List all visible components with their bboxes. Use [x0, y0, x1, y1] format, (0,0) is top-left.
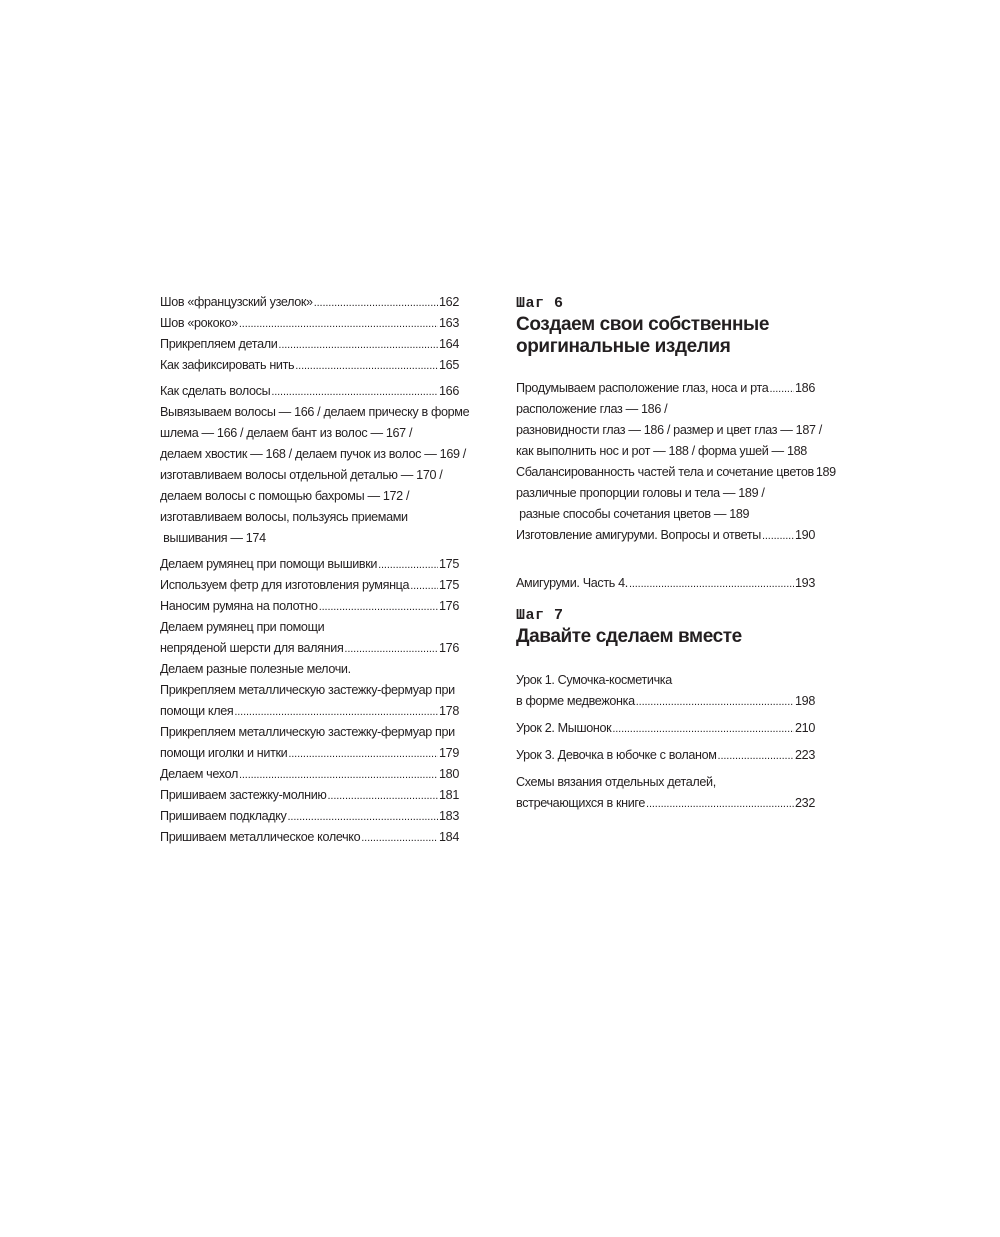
- toc-entry-title: Пришиваем металлическое колечко: [160, 830, 361, 844]
- dot-leader: [239, 764, 438, 786]
- toc-entry-title: Делаем чехол: [160, 767, 238, 781]
- dot-leader: [410, 575, 438, 597]
- toc-entry-page: 193: [795, 576, 815, 590]
- toc-entry-page: 178: [439, 704, 459, 718]
- dot-leader: [344, 638, 438, 660]
- toc-entry-title: помощи иголки и нитки: [160, 746, 288, 760]
- toc-entry-page: 198: [795, 694, 815, 708]
- toc-entry-page: 232: [795, 796, 815, 810]
- toc-group-hair: [160, 381, 470, 549]
- toc-entry[interactable]: [160, 701, 459, 722]
- toc-entry-title: в форме медвежонка: [516, 694, 635, 708]
- toc-entry-page: 176: [439, 641, 459, 655]
- toc-entry-title: непряденой шерсти для валяния: [160, 641, 344, 655]
- toc-entry[interactable]: [160, 554, 459, 575]
- toc-entry-first-line: Прикрепляем металлическую застежку-фермуар при: [160, 683, 455, 697]
- toc-entry-page: 179: [439, 746, 459, 760]
- toc-subentry-line: разные способы сочетания цветов — 189: [516, 507, 750, 521]
- toc-entry-first-line: Урок 1. Сумочка-косметичка: [516, 673, 672, 687]
- toc-entry-title: Шов «рококо»: [160, 316, 238, 330]
- dot-leader: [278, 334, 438, 356]
- dot-leader: [295, 355, 438, 377]
- dot-leader: [314, 292, 438, 314]
- step7-heading: [516, 606, 815, 648]
- toc-subentry-line: изготавливаем волосы, пользуясь приемами: [160, 510, 408, 524]
- step6-heading: [516, 294, 815, 358]
- toc-subentry-line: различные пропорции головы и тела — 189 /: [516, 486, 765, 500]
- toc-entry-title: Изготовление амигуруми. Вопросы и ответы: [516, 528, 761, 542]
- toc-entry-title: Пришиваем застежку-молнию: [160, 788, 327, 802]
- toc-subentry-line: как выполнить нос и рот — 188 / форма ушей — 188: [516, 444, 807, 458]
- toc-entry[interactable]: [160, 334, 459, 355]
- toc-entry-page: 189: [815, 465, 836, 479]
- toc-subentry-line: вышивания — 174: [160, 531, 266, 545]
- toc-entry-page: 164: [439, 337, 459, 351]
- dot-leader: [762, 525, 794, 547]
- dot-leader: [629, 573, 794, 595]
- dot-leader: [288, 806, 439, 828]
- toc-entry[interactable]: [516, 718, 815, 739]
- toc-entry[interactable]: [160, 743, 459, 764]
- toc-entry-title: Продумываем расположение глаз, носа и рта: [516, 381, 769, 395]
- toc-entry-title: Сбалансированность частей тела и сочетание цветов: [516, 465, 814, 479]
- toc-entry-page: 165: [439, 358, 459, 372]
- dot-leader: [378, 554, 438, 576]
- step-title: Создаем свои собственные: [516, 314, 770, 335]
- toc-entry[interactable]: [160, 381, 459, 402]
- toc-entry-page: 162: [439, 295, 459, 309]
- toc-entry[interactable]: [516, 745, 815, 766]
- dot-leader: [718, 745, 794, 767]
- toc-entry[interactable]: [516, 462, 836, 483]
- toc-entry[interactable]: [160, 638, 459, 659]
- dot-leader: [646, 793, 794, 815]
- toc-entry[interactable]: [160, 785, 459, 806]
- toc-entry[interactable]: [160, 806, 459, 827]
- dot-leader: [361, 827, 438, 849]
- step-title: оригинальные изделия: [516, 336, 731, 357]
- toc-group-stitches: [160, 292, 459, 376]
- toc-entry[interactable]: [516, 525, 815, 546]
- toc-entry-title: Как зафиксировать нить: [160, 358, 295, 372]
- toc-entry-page: 184: [439, 830, 459, 844]
- toc-entry-title: Как сделать волосы: [160, 384, 271, 398]
- dot-leader: [288, 743, 438, 765]
- dot-leader: [234, 701, 438, 723]
- toc-subentry-line: делаем хвостик — 168 / делаем пучок из волос — 169 /: [160, 447, 466, 461]
- toc-entry[interactable]: [516, 793, 815, 814]
- toc-entry-title: Наносим румяна на полотно: [160, 599, 318, 613]
- toc-subentry-line: изготавливаем волосы отдельной деталью — 170 /: [160, 468, 443, 482]
- toc-entry-first-line: Делаем румянец при помощи: [160, 620, 325, 634]
- toc-entry-title: Шов «французский узелок»: [160, 295, 313, 309]
- dot-leader: [319, 596, 438, 618]
- toc-subentry-line: Вывязываем волосы — 166 / делаем прическу в форме: [160, 405, 470, 419]
- toc-entry[interactable]: [160, 313, 459, 334]
- toc-entry[interactable]: [516, 573, 815, 594]
- toc-entry[interactable]: [160, 292, 459, 313]
- toc-entry-title: Урок 2. Мышонок: [516, 721, 612, 735]
- toc-entry-page: 186: [795, 381, 815, 395]
- toc-entry-title: Делаем румянец при помощи вышивки: [160, 557, 378, 571]
- toc-subentry-line: делаем волосы с помощью бахромы — 172 /: [160, 489, 410, 503]
- dot-leader: [271, 381, 438, 403]
- toc-entry-page: 190: [795, 528, 815, 542]
- toc-left-column: [160, 292, 470, 848]
- toc-group-blush-accessories: [160, 554, 459, 848]
- toc-group-step7: [516, 670, 815, 814]
- toc-entry-page: 181: [439, 788, 459, 802]
- toc-entry-title: Используем фетр для изготовления румянца: [160, 578, 410, 592]
- toc-right-column: [516, 294, 836, 814]
- step-label: Шаг 6: [516, 295, 564, 312]
- toc-entry[interactable]: [516, 691, 815, 712]
- toc-entry[interactable]: [160, 827, 459, 848]
- toc-entry-title: Прикрепляем детали: [160, 337, 278, 351]
- step-label: Шаг 7: [516, 607, 564, 624]
- toc-entry[interactable]: [160, 596, 459, 617]
- toc-group-step6: [516, 378, 836, 594]
- toc-entry-title: Урок 3. Девочка в юбочке с воланом: [516, 748, 717, 762]
- toc-subentry-line: разновидности глаз — 186 / размер и цвет глаз — 187 /: [516, 423, 822, 437]
- toc-entry[interactable]: [160, 355, 459, 376]
- toc-entry-first-line: Схемы вязания отдельных деталей,: [516, 775, 716, 789]
- dot-leader: [769, 378, 794, 400]
- toc-entry[interactable]: [160, 764, 459, 785]
- toc-entry-page: 175: [439, 578, 459, 592]
- toc-entry[interactable]: [160, 575, 459, 596]
- toc-entry-title: Амигуруми. Часть 4.: [516, 576, 628, 590]
- dot-leader: [612, 718, 794, 740]
- toc-entry-page: 223: [795, 748, 815, 762]
- toc-entry-page: 175: [439, 557, 459, 571]
- toc-entry-title: помощи клея: [160, 704, 234, 718]
- toc-entry-first-line: Прикрепляем металлическую застежку-фермуар при: [160, 725, 455, 739]
- toc-entry-page: 183: [439, 809, 459, 823]
- toc-entry-page: 176: [439, 599, 459, 613]
- toc-subentry-line: расположение глаз — 186 /: [516, 402, 668, 416]
- toc-entry-page: 210: [795, 721, 815, 735]
- dot-leader: [239, 313, 438, 335]
- toc-entry-title: Пришиваем подкладку: [160, 809, 287, 823]
- toc-subentry-line: шлема — 166 / делаем бант из волос — 167 /: [160, 426, 413, 440]
- toc-entry-page: 166: [439, 384, 459, 398]
- step-title: Давайте сделаем вместе: [516, 626, 742, 647]
- toc-entry[interactable]: [516, 378, 815, 399]
- toc-entry-page: 163: [439, 316, 459, 330]
- dot-leader: [328, 785, 439, 807]
- toc-section-line: Делаем разные полезные мелочи.: [160, 662, 351, 676]
- toc-entry-page: 180: [439, 767, 459, 781]
- toc-entry-title: встречающихся в книге: [516, 796, 646, 810]
- dot-leader: [636, 691, 794, 713]
